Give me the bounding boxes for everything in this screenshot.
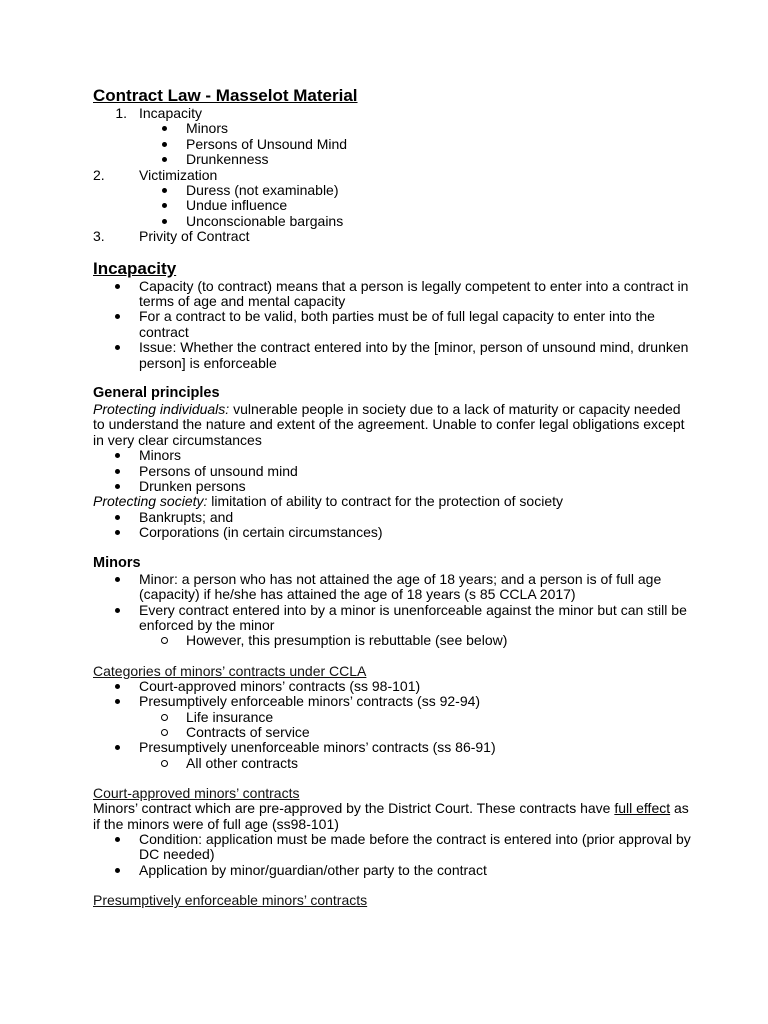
list-item: Presumptively unenforceable minors’ contracts (ss 86-91) — [93, 740, 693, 755]
bullet-icon — [115, 608, 120, 613]
bullet-icon — [115, 745, 120, 750]
document-title: Contract Law - Masselot Material — [93, 86, 358, 105]
list-item: Minors — [93, 121, 693, 136]
list-item: All other contracts — [93, 756, 693, 771]
toc-item — [93, 229, 693, 244]
list-item: However, this presumption is rebuttable (see below) — [93, 633, 693, 648]
bullet-icon — [115, 868, 120, 873]
circle-bullet-icon — [161, 760, 168, 767]
list-item: Presumptively enforceable minors’ contracts (ss 92-94) — [93, 694, 693, 709]
toc-label: Incapacity — [139, 105, 203, 121]
bullet-icon — [115, 684, 120, 689]
bullet-icon — [115, 345, 120, 350]
list-item: Minor: a person who has not attained the age of 18 years; and a person is of full age (capacity) if he/she has attained the age of 18 years (s 85 CCLA 2017) — [93, 572, 693, 603]
bullet-icon — [162, 142, 167, 147]
bullet-icon — [115, 837, 120, 842]
bullet-icon — [115, 530, 120, 535]
list-item: Capacity (to contract) means that a person is legally competent to enter into a contract in terms of age and mental capacity — [93, 279, 693, 310]
bullet-icon — [162, 188, 167, 193]
toc-number: 2. — [93, 166, 105, 183]
toc-item — [93, 106, 693, 121]
list-item: Application by minor/guardian/other party to the contract — [93, 863, 693, 878]
circle-bullet-icon — [161, 637, 168, 644]
list-item: For a contract to be valid, both parties must be of full legal capacity to enter into the contract — [93, 309, 693, 340]
bullet-icon — [115, 469, 120, 474]
list-item: Issue: Whether the contract entered into by the [minor, person of unsound mind, drunken person] is enforceable — [93, 340, 693, 371]
list-item: Drunkenness — [93, 152, 693, 167]
paragraph: Protecting individuals: vulnerable people in society due to a lack of maturity or capacity needed to understand the nature and extent of the agreement. Unable to confer legal obligations except in very clear circumstances — [93, 401, 685, 448]
list-item: Bankrupts; and — [93, 510, 693, 525]
toc-label: Privity of Contract — [139, 228, 250, 245]
toc-number: 1. — [115, 105, 127, 121]
list-item: Corporations (in certain circumstances) — [93, 525, 693, 540]
toc-item — [93, 168, 693, 183]
paragraph: Minors’ contract which are pre-approved by the District Court. These contracts have full effect as if the minors were of full age (ss98-101) — [93, 800, 689, 832]
toc — [93, 106, 693, 245]
subsection-heading: Minors — [93, 554, 141, 571]
subsection-heading: General principles — [93, 385, 220, 402]
bullet-icon — [115, 699, 120, 704]
circle-bullet-icon — [161, 714, 168, 721]
subsection-heading: Presumptively enforceable minors’ contracts — [93, 892, 368, 909]
bullet-icon — [115, 453, 120, 458]
list-item: Persons of unsound mind — [93, 464, 693, 479]
list-item: Undue influence — [93, 198, 693, 213]
toc-label: Victimization — [139, 166, 218, 183]
paragraph: Protecting society: limitation of ability to contract for the protection of society — [93, 493, 564, 510]
bullet-icon — [115, 577, 120, 582]
bullet-icon — [162, 126, 167, 131]
list-item: Contracts of service — [93, 725, 693, 740]
document-content — [93, 86, 693, 908]
bullet-icon — [162, 203, 167, 208]
list-item: Condition: application must be made before the contract is entered into (prior approval by DC needed) — [93, 832, 693, 863]
circle-bullet-icon — [161, 729, 168, 736]
section-heading: Incapacity — [93, 258, 177, 278]
bullet-icon — [162, 157, 167, 162]
list-item: Persons of Unsound Mind — [93, 137, 693, 152]
bullet-icon — [162, 219, 167, 224]
subsection-heading: Categories of minors’ contracts under CCLA — [93, 662, 367, 679]
list-item: Unconscionable bargains — [93, 214, 693, 229]
toc-number: 3. — [93, 228, 105, 245]
bullet-icon — [115, 284, 120, 289]
list-item: Court-approved minors’ contracts (ss 98-101) — [93, 679, 693, 694]
list-item: Minors — [93, 448, 693, 463]
list-item: Every contract entered into by a minor is unenforceable against the minor but can still be enforced by the minor — [93, 603, 693, 634]
list-item: Drunken persons — [93, 479, 693, 494]
bullet-icon — [115, 515, 120, 520]
bullet-icon — [115, 484, 120, 489]
bullet-icon — [115, 314, 120, 319]
list-item: Duress (not examinable) — [93, 183, 693, 198]
subsection-heading: Court-approved minors’ contracts — [93, 785, 300, 802]
list-item: Life insurance — [93, 710, 693, 725]
